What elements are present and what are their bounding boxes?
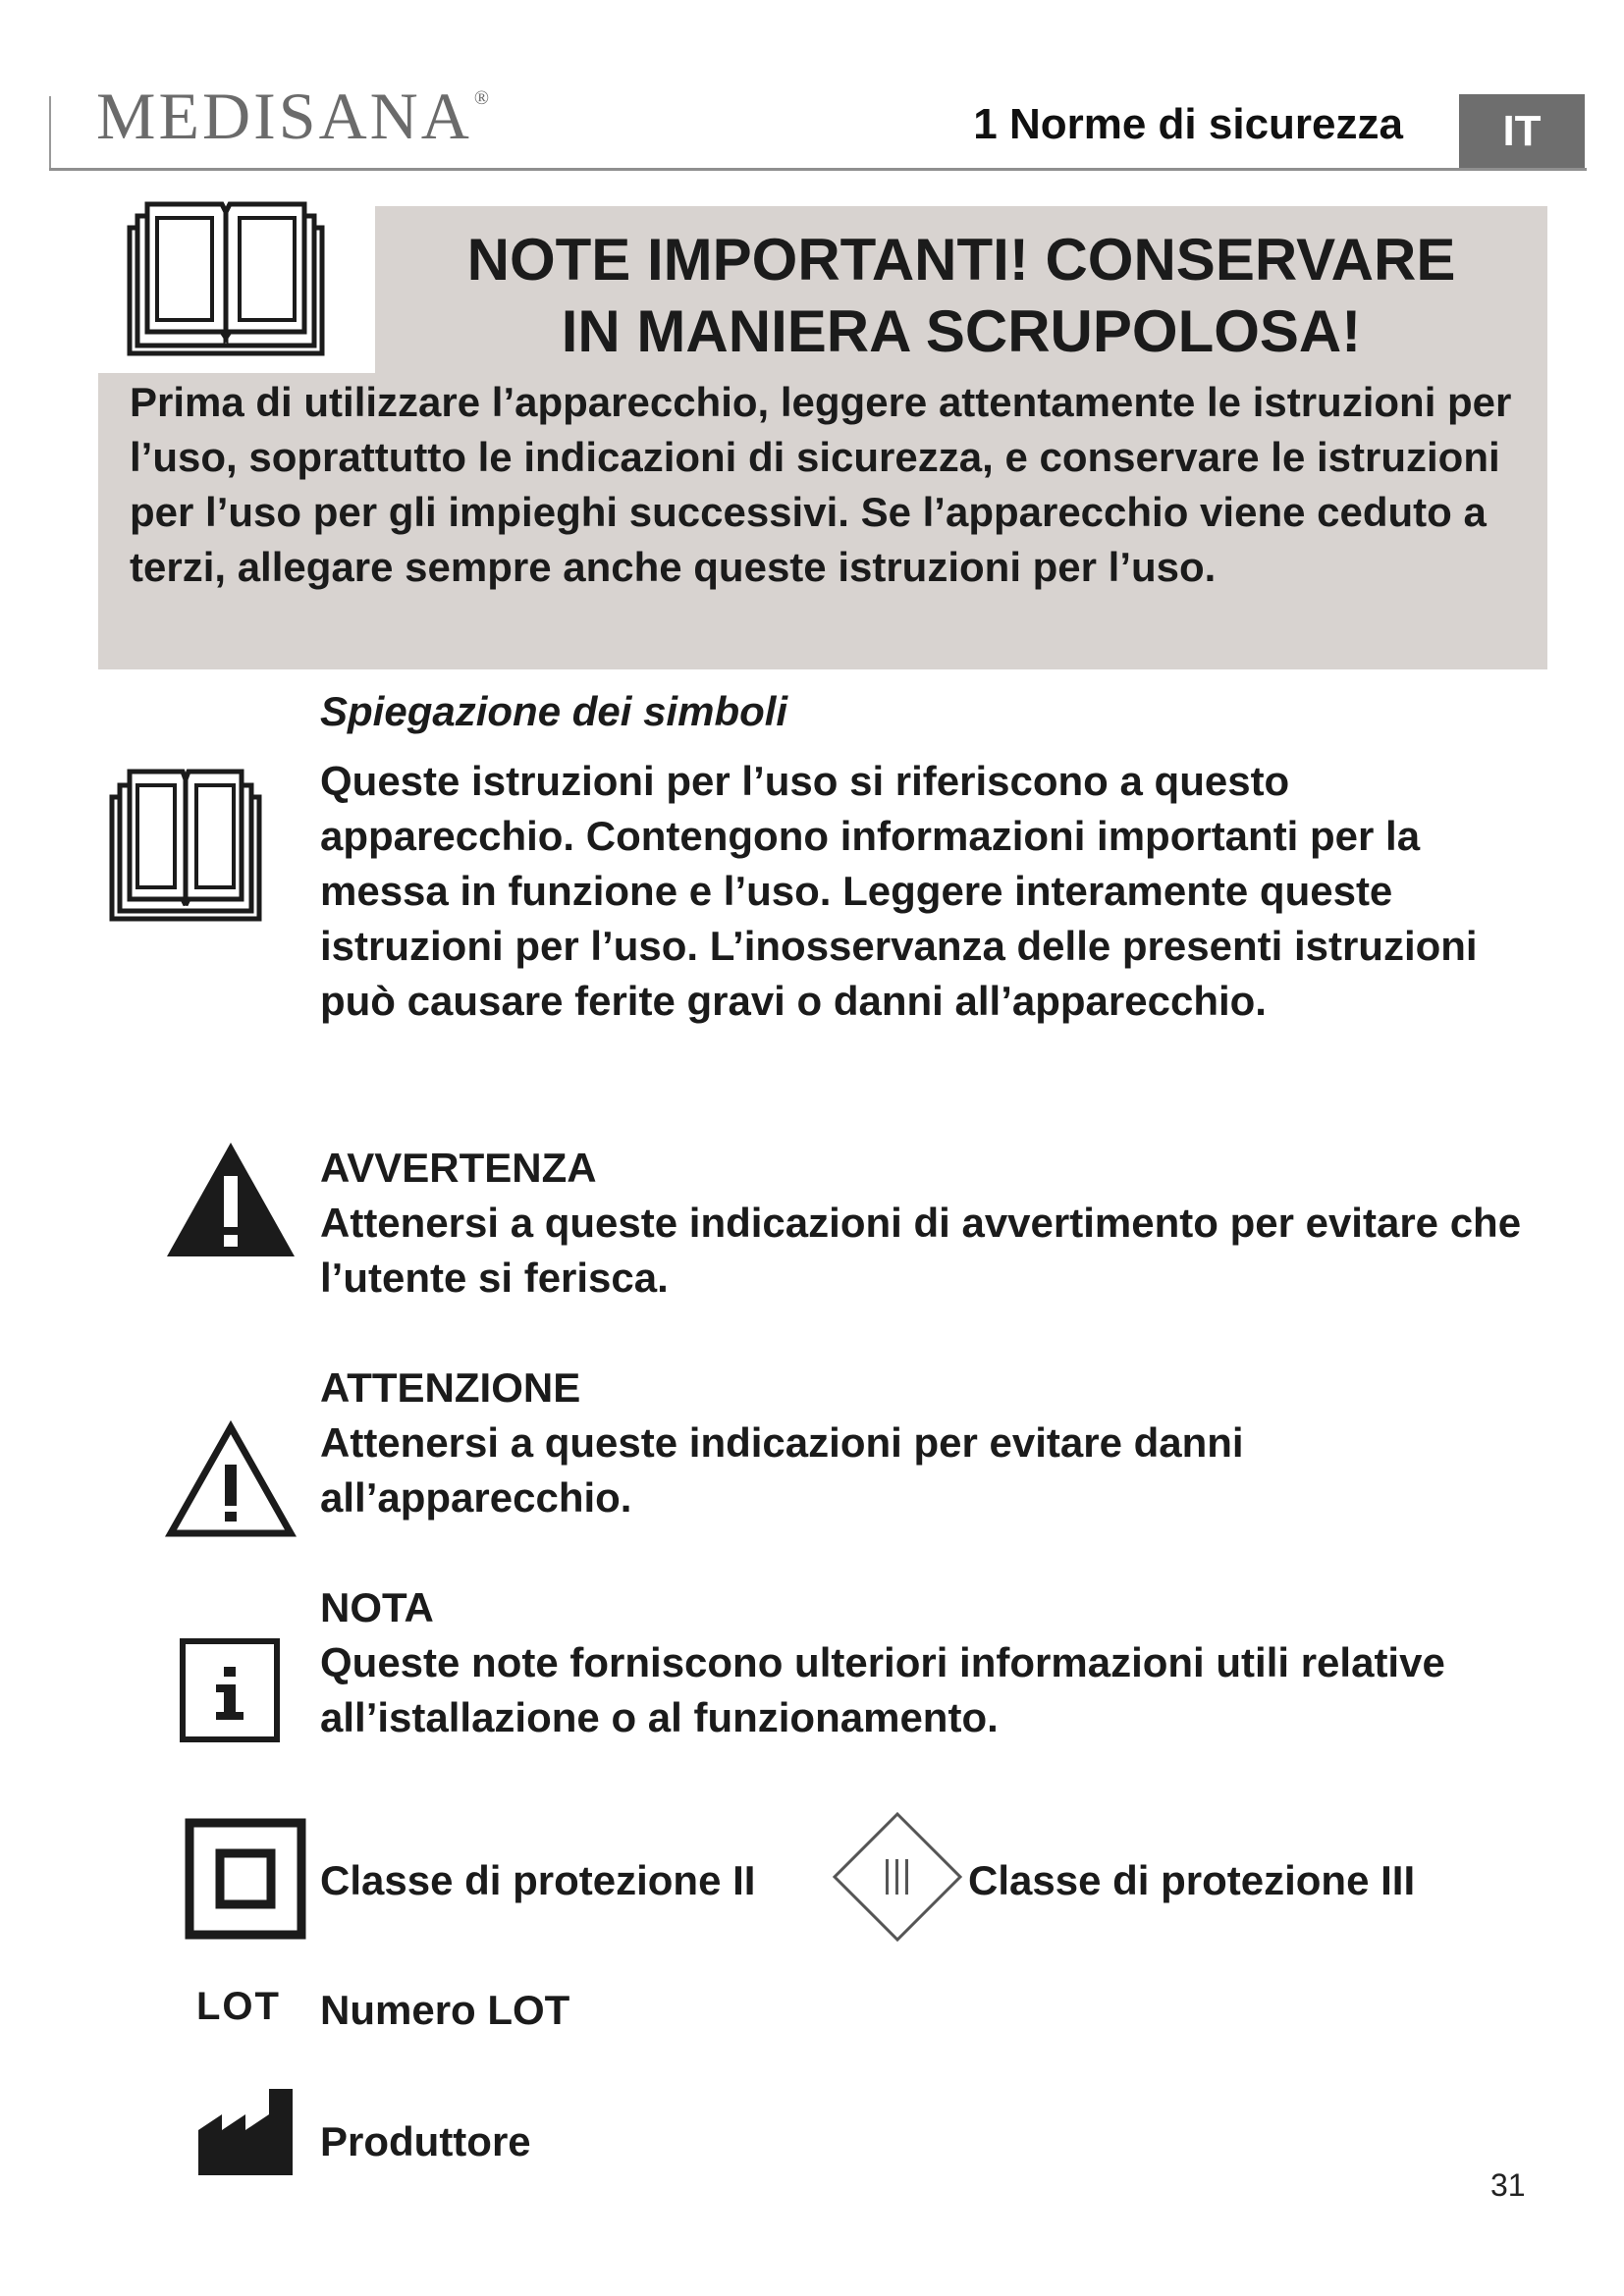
warning-text: Attenersi a queste indicazioni di avvertimento per evitare che l’utente si ferisca. xyxy=(320,1200,1522,1301)
manufacturer-label: Produttore xyxy=(320,2118,531,2164)
section-title: 1 Norme di sicurezza xyxy=(973,100,1403,148)
open-book-icon xyxy=(108,764,263,925)
registered-mark: ® xyxy=(473,87,490,109)
caution-title: ATTENZIONE xyxy=(320,1364,581,1411)
notice-title-line-2: IN MANIERA SCRUPOLOSA! xyxy=(561,298,1362,364)
open-book-icon xyxy=(126,194,326,359)
note-block xyxy=(320,1580,1538,1745)
protection-class-2-label: Classe di protezione II xyxy=(320,1857,756,1903)
info-icon xyxy=(179,1637,281,1743)
notice-title xyxy=(375,224,1547,367)
warning-title: AVVERTENZA xyxy=(320,1145,597,1191)
warning-block xyxy=(320,1141,1538,1306)
brand-logo xyxy=(96,79,490,153)
header-left-tick xyxy=(49,96,51,169)
lot-label: Numero LOT xyxy=(320,1987,570,2033)
brand-logo-text: MEDISANA xyxy=(96,79,472,153)
caution-block xyxy=(320,1361,1538,1525)
warning-outline-icon xyxy=(163,1419,298,1541)
manual-symbol-text: Queste istruzioni per l’uso si riferiscono a questo apparecchio. Contengono informazioni importanti per la messa in funzione e l’uso. Leggere interamente queste istruzioni per l’uso. L’inosservanza delle presenti istruzioni può causare ferite gravi o danni all’apparecchio. xyxy=(320,758,1478,1024)
caution-text: Attenersi a queste indicazioni per evitare danni all’apparecchio. xyxy=(320,1419,1244,1521)
header-divider xyxy=(49,168,1587,171)
notice-text: Prima di utilizzare l’apparecchio, leggere attentamente le istruzioni per l’uso, soprattutto le indicazioni di sicurezza, e conservare le istruzioni per l’uso per gli impieghi successivi. Se l’apparecchio viene ceduto a terzi, allegare sempre anche queste istruzioni per l’uso. xyxy=(130,379,1512,590)
lot-icon: LOT xyxy=(196,1985,281,2028)
protection-class-2-icon xyxy=(185,1818,306,1940)
page-number: 31 xyxy=(1490,2167,1526,2203)
symbols-heading: Spiegazione dei simboli xyxy=(320,688,788,734)
note-title: NOTA xyxy=(320,1584,434,1630)
protection-class-3-label: Classe di protezione III xyxy=(968,1857,1416,1903)
warning-filled-icon xyxy=(163,1139,298,1260)
language-badge: IT xyxy=(1459,94,1585,169)
manufacturer-factory-icon xyxy=(194,2085,297,2179)
notice-title-line-1: NOTE IMPORTANTI! CONSERVARE xyxy=(466,227,1456,293)
protection-class-3-icon xyxy=(831,1810,964,1944)
note-text: Queste note forniscono ulteriori informazioni utili relative all’istallazione o al funzionamento. xyxy=(320,1639,1445,1740)
